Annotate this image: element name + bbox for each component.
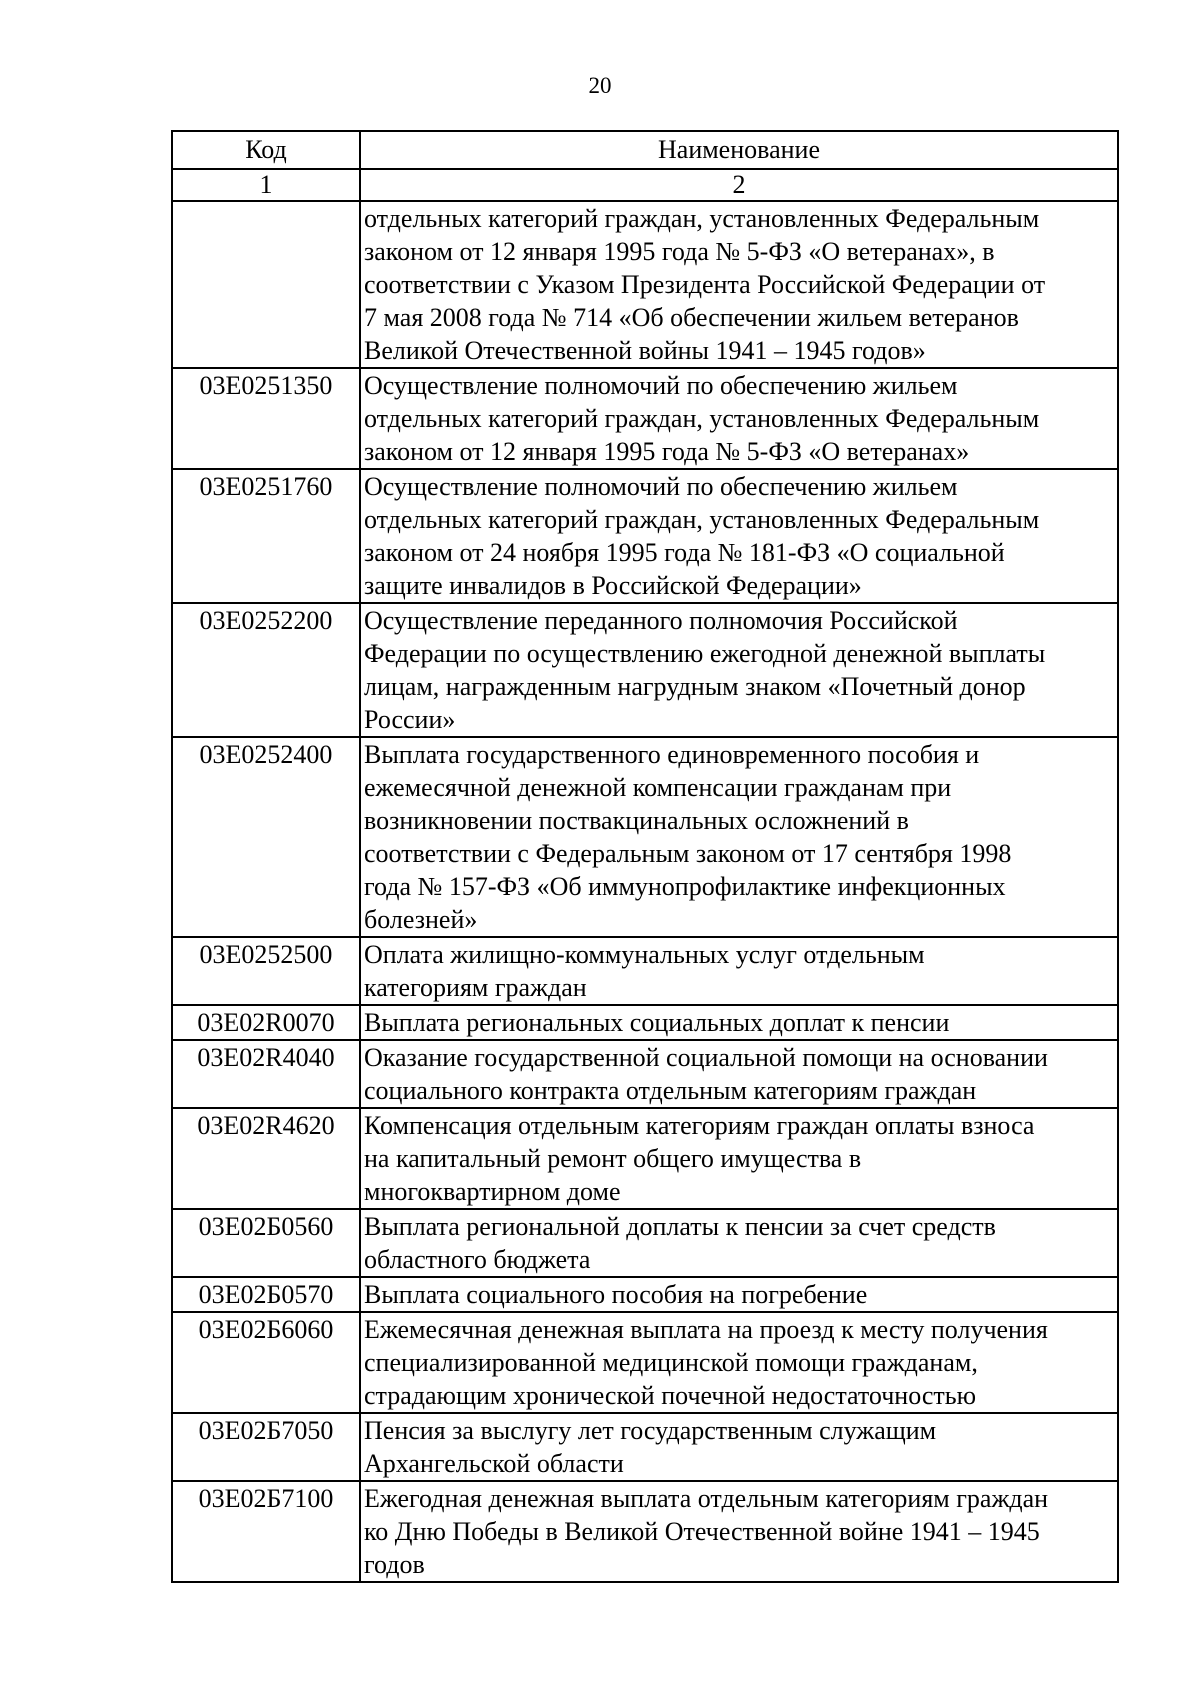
row-name-line: Великой Отечественной войны 1941 – 1945 годов» bbox=[364, 336, 926, 365]
row-name-line: России» bbox=[364, 705, 456, 734]
row-name-line: возникновении поствакцинальных осложнений в bbox=[364, 806, 909, 835]
codes-table bbox=[171, 130, 1119, 1583]
table-row bbox=[172, 1108, 1118, 1209]
row-name-line: Выплата социального пособия на погребение bbox=[364, 1280, 868, 1309]
table-row bbox=[172, 201, 1118, 368]
table-row bbox=[172, 737, 1118, 937]
row-name-line: категориям граждан bbox=[364, 973, 587, 1002]
column-number-2: 2 bbox=[360, 169, 1118, 201]
row-name-line: соответствии с Федеральным законом от 17 сентября 1998 bbox=[364, 839, 1012, 868]
row-name bbox=[360, 201, 1118, 368]
table-row bbox=[172, 368, 1118, 469]
row-name bbox=[360, 1040, 1118, 1108]
row-code: 03Е02R0070 bbox=[172, 1005, 360, 1040]
column-number-1: 1 bbox=[172, 169, 360, 201]
row-name-line: страдающим хронической почечной недостаточностью bbox=[364, 1381, 977, 1410]
row-name-line: Компенсация отдельным категориям граждан оплаты взноса bbox=[364, 1111, 1035, 1140]
column-number-row bbox=[172, 169, 1118, 201]
row-name-line: законом от 12 января 1995 года № 5-ФЗ «О ветеранах» bbox=[364, 437, 970, 466]
row-code: 03Е02Б7100 bbox=[172, 1481, 360, 1582]
row-name-line: законом от 12 января 1995 года № 5-ФЗ «О ветеранах», в bbox=[364, 237, 995, 266]
row-name-line: отдельных категорий граждан, установленных Федеральным bbox=[364, 204, 1040, 233]
row-name-line: Осуществление полномочий по обеспечению жильем bbox=[364, 371, 958, 400]
table-row bbox=[172, 1413, 1118, 1481]
row-name bbox=[360, 1481, 1118, 1582]
table-row bbox=[172, 1209, 1118, 1277]
row-name-line: на капитальный ремонт общего имущества в bbox=[364, 1144, 862, 1173]
table-header-row bbox=[172, 131, 1118, 169]
row-code: 03Е0251350 bbox=[172, 368, 360, 469]
row-code: 03Е0252200 bbox=[172, 603, 360, 737]
row-name-line: социального контракта отдельным категориям граждан bbox=[364, 1076, 977, 1105]
row-name-line: отдельных категорий граждан, установленных Федеральным bbox=[364, 505, 1040, 534]
row-name bbox=[360, 603, 1118, 737]
row-name-line: областного бюджета bbox=[364, 1245, 591, 1274]
header-name: Наименование bbox=[360, 131, 1118, 169]
row-name bbox=[360, 469, 1118, 603]
row-name bbox=[360, 1413, 1118, 1481]
row-name bbox=[360, 368, 1118, 469]
row-name-line: защите инвалидов в Российской Федерации» bbox=[364, 571, 862, 600]
row-name-line: Выплата государственного единовременного пособия и bbox=[364, 740, 980, 769]
page-number: 20 bbox=[588, 73, 612, 98]
table-row bbox=[172, 1005, 1118, 1040]
table-row bbox=[172, 1481, 1118, 1582]
table-row bbox=[172, 1040, 1118, 1108]
row-name-line: Федерации по осуществлению ежегодной денежной выплаты bbox=[364, 639, 1046, 668]
row-name-line: Архангельской области bbox=[364, 1449, 624, 1478]
row-name bbox=[360, 1312, 1118, 1413]
row-name bbox=[360, 1005, 1118, 1040]
row-name bbox=[360, 1108, 1118, 1209]
row-name-line: соответствии с Указом Президента Российской Федерации от bbox=[364, 270, 1046, 299]
row-name-line: Оказание государственной социальной помощи на основании bbox=[364, 1043, 1048, 1072]
row-name bbox=[360, 737, 1118, 937]
row-name-line: Ежегодная денежная выплата отдельным категориям граждан bbox=[364, 1484, 1049, 1513]
row-name-line: болезней» bbox=[364, 905, 478, 934]
row-name-line: Осуществление полномочий по обеспечению жильем bbox=[364, 472, 958, 501]
row-name-line: Пенсия за выслугу лет государственным служащим bbox=[364, 1416, 937, 1445]
row-name-line: отдельных категорий граждан, установленных Федеральным bbox=[364, 404, 1040, 433]
row-name-line: специализированной медицинской помощи гражданам, bbox=[364, 1348, 978, 1377]
table-body bbox=[172, 201, 1118, 1582]
row-name-line: ежемесячной денежной компенсации гражданам при bbox=[364, 773, 952, 802]
row-name-line: ко Дню Победы в Великой Отечественной войне 1941 – 1945 bbox=[364, 1517, 1040, 1546]
row-code: 03Е02Б6060 bbox=[172, 1312, 360, 1413]
row-name-line: Выплата региональных социальных доплат к пенсии bbox=[364, 1008, 950, 1037]
row-name-line: Оплата жилищно-коммунальных услуг отдельным bbox=[364, 940, 925, 969]
row-code: 03Е0251760 bbox=[172, 469, 360, 603]
row-name bbox=[360, 937, 1118, 1005]
row-code: 03Е0252500 bbox=[172, 937, 360, 1005]
row-name-line: Ежемесячная денежная выплата на проезд к месту получения bbox=[364, 1315, 1048, 1344]
row-name-line: лицам, награжденным нагрудным знаком «Почетный донор bbox=[364, 672, 1026, 701]
row-name-line: Осуществление переданного полномочия Российской bbox=[364, 606, 958, 635]
row-code bbox=[172, 201, 360, 368]
row-name-line: 7 мая 2008 года № 714 «Об обеспечении жильем ветеранов bbox=[364, 303, 1019, 332]
row-name-line: многоквартирном доме bbox=[364, 1177, 621, 1206]
row-name bbox=[360, 1209, 1118, 1277]
row-name-line: годов bbox=[364, 1550, 425, 1579]
table-row bbox=[172, 603, 1118, 737]
row-code: 03Е02R4620 bbox=[172, 1108, 360, 1209]
table-row bbox=[172, 469, 1118, 603]
row-code: 03Е02R4040 bbox=[172, 1040, 360, 1108]
row-name-line: Выплата региональной доплаты к пенсии за счет средств bbox=[364, 1212, 996, 1241]
row-name-line: года № 157-ФЗ «Об иммунопрофилактике инфекционных bbox=[364, 872, 1006, 901]
row-code: 03Е02Б0560 bbox=[172, 1209, 360, 1277]
row-name-line: законом от 24 ноября 1995 года № 181-ФЗ «О социальной bbox=[364, 538, 1005, 567]
table-row bbox=[172, 1312, 1118, 1413]
table-row bbox=[172, 937, 1118, 1005]
table-row bbox=[172, 1277, 1118, 1312]
row-code: 03Е02Б0570 bbox=[172, 1277, 360, 1312]
row-code: 03Е02Б7050 bbox=[172, 1413, 360, 1481]
header-code: Код bbox=[172, 131, 360, 169]
row-code: 03Е0252400 bbox=[172, 737, 360, 937]
row-name bbox=[360, 1277, 1118, 1312]
